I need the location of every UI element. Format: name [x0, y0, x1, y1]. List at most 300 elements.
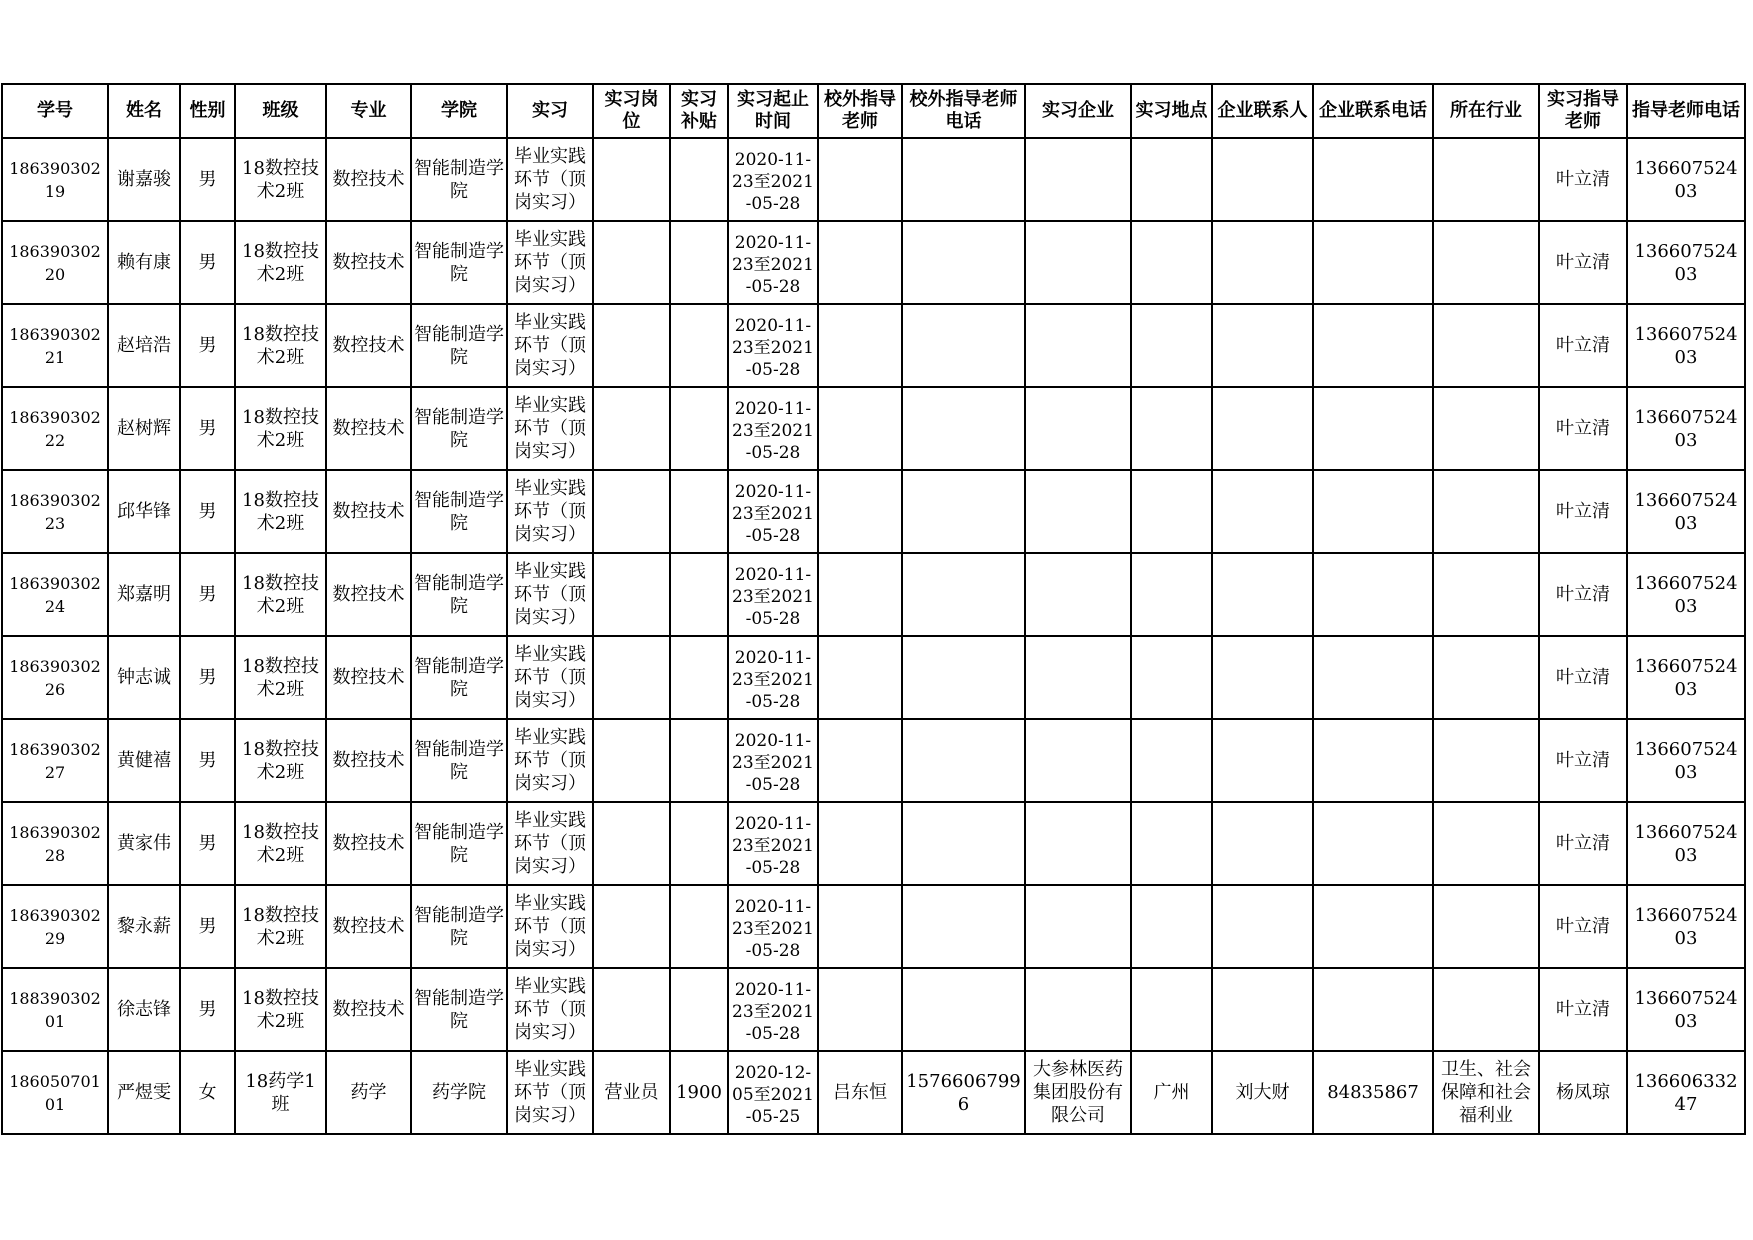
cell-text: 18639030222 [9, 407, 101, 450]
cell-text: 毕业实践环节（顶岗实习） [514, 561, 586, 628]
cell-text: 13660752403 [1634, 738, 1738, 783]
table-row [2, 138, 1745, 221]
cell-text: 营业员 [604, 1082, 659, 1103]
cell-text: 叶立清 [1556, 501, 1610, 522]
cell-company [1025, 221, 1131, 304]
cell-advisor-phone [1627, 470, 1745, 553]
cell-text: 13660752403 [1634, 904, 1738, 949]
cell-position [593, 470, 670, 553]
cell-text: 数控技术 [332, 999, 405, 1020]
cell-text: 2020-11-23至2021-05-28 [732, 398, 814, 463]
cell-text: 药学院 [432, 1082, 486, 1103]
cell-location [1131, 1051, 1212, 1134]
cell-location [1131, 387, 1212, 470]
cell-advisor-phone [1627, 968, 1745, 1051]
cell-class [235, 885, 326, 968]
cell-text: 18数控技术2班 [242, 406, 319, 451]
cell-college [411, 968, 507, 1051]
cell-text: 毕业实践环节（顶岗实习） [514, 1059, 586, 1126]
cell-text: 2020-11-23至2021-05-28 [732, 813, 814, 878]
cell-industry [1433, 719, 1539, 802]
cell-class [235, 138, 326, 221]
header-internship: 实习 [507, 84, 593, 138]
cell-ext-advisor-phone [902, 138, 1025, 221]
cell-college [411, 387, 507, 470]
cell-period [728, 719, 818, 802]
cell-industry [1433, 636, 1539, 719]
cell-text: 18639030223 [9, 490, 101, 533]
cell-text: 智能制造学院 [414, 489, 504, 534]
cell-position [593, 802, 670, 885]
cell-ext-advisor-phone [902, 470, 1025, 553]
cell-advisor [1539, 387, 1627, 470]
header-period: 实习起止时间 [728, 84, 818, 138]
cell-position [593, 968, 670, 1051]
cell-major [326, 968, 411, 1051]
cell-allowance [670, 138, 728, 221]
cell-text: 智能制造学院 [414, 904, 504, 949]
cell-period [728, 387, 818, 470]
cell-class [235, 304, 326, 387]
cell-text: 13660752403 [1634, 821, 1738, 866]
cell-text: 毕业实践环节（顶岗实习） [514, 395, 586, 462]
cell-text: 2020-11-23至2021-05-28 [732, 149, 814, 214]
cell-gender [180, 968, 235, 1051]
cell-gender [180, 553, 235, 636]
cell-advisor [1539, 1051, 1627, 1134]
cell-ext-advisor [818, 968, 902, 1051]
cell-text: 毕业实践环节（顶岗实习） [514, 146, 586, 213]
cell-allowance [670, 719, 728, 802]
cell-major [326, 719, 411, 802]
cell-advisor-phone [1627, 1051, 1745, 1134]
cell-name [108, 387, 180, 470]
cell-text: 1900 [676, 1082, 722, 1103]
table-row [2, 387, 1745, 470]
cell-location [1131, 885, 1212, 968]
cell-advisor-phone [1627, 553, 1745, 636]
cell-position [593, 636, 670, 719]
cell-company [1025, 304, 1131, 387]
cell-text: 叶立清 [1556, 335, 1610, 356]
cell-text: 15766067996 [906, 1070, 1021, 1115]
cell-text: 18639030224 [9, 573, 101, 616]
cell-text: 徐志锋 [117, 999, 171, 1020]
cell-name [108, 304, 180, 387]
cell-student-id [2, 719, 108, 802]
header-student-id: 学号 [2, 84, 108, 138]
cell-name [108, 221, 180, 304]
cell-ext-advisor-phone [902, 1051, 1025, 1134]
cell-position [593, 1051, 670, 1134]
cell-text: 叶立清 [1556, 584, 1610, 605]
cell-text: 18数控技术2班 [242, 655, 319, 700]
cell-allowance [670, 221, 728, 304]
cell-text: 13660752403 [1634, 572, 1738, 617]
cell-text: 大参林医药集团股份有限公司 [1033, 1059, 1123, 1126]
cell-text: 18639030228 [9, 822, 101, 865]
cell-text: 男 [198, 667, 217, 688]
cell-text: 黄健禧 [117, 750, 171, 771]
cell-location [1131, 968, 1212, 1051]
cell-class [235, 968, 326, 1051]
cell-internship [507, 1051, 593, 1134]
cell-text: 男 [198, 169, 217, 190]
cell-text: 2020-11-23至2021-05-28 [732, 979, 814, 1044]
cell-class [235, 636, 326, 719]
cell-company [1025, 636, 1131, 719]
cell-text: 84835867 [1327, 1082, 1419, 1103]
cell-text: 数控技术 [332, 833, 405, 854]
cell-company-phone [1313, 885, 1433, 968]
cell-company-phone [1313, 968, 1433, 1051]
header-position: 实习岗位 [593, 84, 670, 138]
cell-advisor [1539, 636, 1627, 719]
cell-location [1131, 719, 1212, 802]
cell-internship [507, 636, 593, 719]
cell-advisor-phone [1627, 304, 1745, 387]
cell-text: 数控技术 [332, 169, 405, 190]
cell-location [1131, 304, 1212, 387]
cell-college [411, 885, 507, 968]
cell-text: 毕业实践环节（顶岗实习） [514, 312, 586, 379]
cell-text: 男 [198, 501, 217, 522]
cell-text: 智能制造学院 [414, 821, 504, 866]
cell-student-id [2, 636, 108, 719]
cell-company-contact [1212, 138, 1313, 221]
cell-text: 18数控技术2班 [242, 489, 319, 534]
cell-gender [180, 802, 235, 885]
cell-text: 赵培浩 [117, 335, 171, 356]
cell-text: 2020-11-23至2021-05-28 [732, 481, 814, 546]
header-ext-advisor: 校外指导老师 [818, 84, 902, 138]
cell-ext-advisor-phone [902, 387, 1025, 470]
header-advisor: 实习指导老师 [1539, 84, 1627, 138]
cell-text: 智能制造学院 [414, 655, 504, 700]
cell-company-contact [1212, 636, 1313, 719]
cell-company-phone [1313, 1051, 1433, 1134]
cell-industry [1433, 1051, 1539, 1134]
cell-internship [507, 719, 593, 802]
cell-position [593, 138, 670, 221]
header-location: 实习地点 [1131, 84, 1212, 138]
cell-text: 男 [198, 833, 217, 854]
cell-allowance [670, 636, 728, 719]
cell-gender [180, 1051, 235, 1134]
cell-student-id [2, 221, 108, 304]
cell-text: 女 [198, 1082, 217, 1103]
cell-student-id [2, 968, 108, 1051]
cell-text: 谢嘉骏 [117, 169, 171, 190]
cell-advisor-phone [1627, 636, 1745, 719]
cell-class [235, 470, 326, 553]
cell-internship [507, 553, 593, 636]
cell-college [411, 636, 507, 719]
cell-ext-advisor [818, 553, 902, 636]
cell-text: 男 [198, 584, 217, 605]
cell-company-contact [1212, 885, 1313, 968]
cell-text: 18839030201 [9, 988, 101, 1031]
cell-period [728, 636, 818, 719]
header-major: 专业 [326, 84, 411, 138]
table-body [2, 138, 1745, 1134]
cell-text: 13660752403 [1634, 655, 1738, 700]
cell-text: 2020-11-23至2021-05-28 [732, 315, 814, 380]
cell-text: 毕业实践环节（顶岗实习） [514, 478, 586, 545]
cell-text: 13660752403 [1634, 987, 1738, 1032]
cell-location [1131, 636, 1212, 719]
cell-major [326, 1051, 411, 1134]
cell-advisor [1539, 719, 1627, 802]
cell-text: 叶立清 [1556, 833, 1610, 854]
cell-company-contact [1212, 387, 1313, 470]
cell-major [326, 387, 411, 470]
cell-college [411, 802, 507, 885]
cell-internship [507, 968, 593, 1051]
cell-text: 毕业实践环节（顶岗实习） [514, 644, 586, 711]
cell-advisor-phone [1627, 885, 1745, 968]
cell-text: 数控技术 [332, 501, 405, 522]
cell-text: 2020-11-23至2021-05-28 [732, 564, 814, 629]
cell-major [326, 802, 411, 885]
cell-internship [507, 138, 593, 221]
cell-text: 男 [198, 335, 217, 356]
cell-position [593, 553, 670, 636]
cell-internship [507, 304, 593, 387]
table-row [2, 221, 1745, 304]
cell-student-id [2, 553, 108, 636]
cell-period [728, 968, 818, 1051]
cell-class [235, 221, 326, 304]
cell-industry [1433, 387, 1539, 470]
cell-company-phone [1313, 304, 1433, 387]
cell-text: 黎永薪 [117, 916, 171, 937]
cell-text: 智能制造学院 [414, 738, 504, 783]
cell-position [593, 221, 670, 304]
header-company: 实习企业 [1025, 84, 1131, 138]
cell-allowance [670, 885, 728, 968]
cell-text: 吕东恒 [833, 1082, 887, 1103]
cell-name [108, 719, 180, 802]
cell-internship [507, 470, 593, 553]
cell-gender [180, 470, 235, 553]
cell-text: 叶立清 [1556, 999, 1610, 1020]
cell-company-contact [1212, 802, 1313, 885]
table-row [2, 304, 1745, 387]
cell-text: 18639030227 [9, 739, 101, 782]
cell-ext-advisor [818, 802, 902, 885]
header-allowance: 实习补贴 [670, 84, 728, 138]
cell-company [1025, 968, 1131, 1051]
cell-text: 数控技术 [332, 584, 405, 605]
cell-allowance [670, 968, 728, 1051]
cell-allowance [670, 470, 728, 553]
cell-advisor-phone [1627, 802, 1745, 885]
cell-company-phone [1313, 802, 1433, 885]
cell-text: 13660752403 [1634, 323, 1738, 368]
cell-advisor [1539, 304, 1627, 387]
cell-text: 毕业实践环节（顶岗实习） [514, 976, 586, 1043]
cell-major [326, 885, 411, 968]
cell-ext-advisor [818, 636, 902, 719]
cell-company-contact [1212, 968, 1313, 1051]
cell-text: 2020-12-05至2021-05-25 [732, 1062, 814, 1127]
cell-ext-advisor [818, 470, 902, 553]
cell-period [728, 553, 818, 636]
cell-class [235, 387, 326, 470]
cell-position [593, 885, 670, 968]
cell-advisor [1539, 470, 1627, 553]
cell-gender [180, 636, 235, 719]
cell-text: 叶立清 [1556, 252, 1610, 273]
cell-text: 18数控技术2班 [242, 323, 319, 368]
cell-allowance [670, 802, 728, 885]
cell-text: 郑嘉明 [117, 584, 171, 605]
cell-text: 13660752403 [1634, 157, 1738, 202]
cell-text: 2020-11-23至2021-05-28 [732, 647, 814, 712]
cell-text: 黄家伟 [117, 833, 171, 854]
cell-location [1131, 553, 1212, 636]
cell-text: 数控技术 [332, 667, 405, 688]
cell-ext-advisor [818, 304, 902, 387]
table-row [2, 1051, 1745, 1134]
cell-company [1025, 470, 1131, 553]
header-company-phone: 企业联系电话 [1313, 84, 1433, 138]
cell-major [326, 221, 411, 304]
cell-company-phone [1313, 221, 1433, 304]
cell-student-id [2, 802, 108, 885]
cell-text: 药学 [350, 1082, 387, 1103]
cell-industry [1433, 221, 1539, 304]
cell-internship [507, 387, 593, 470]
cell-industry [1433, 470, 1539, 553]
cell-text: 赵树辉 [117, 418, 171, 439]
cell-advisor [1539, 553, 1627, 636]
cell-student-id [2, 1051, 108, 1134]
cell-ext-advisor-phone [902, 304, 1025, 387]
table-row [2, 553, 1745, 636]
cell-name [108, 138, 180, 221]
internship-table [1, 83, 1746, 1135]
cell-industry [1433, 304, 1539, 387]
cell-student-id [2, 138, 108, 221]
cell-text: 叶立清 [1556, 667, 1610, 688]
cell-class [235, 802, 326, 885]
cell-advisor [1539, 968, 1627, 1051]
cell-college [411, 719, 507, 802]
cell-position [593, 304, 670, 387]
cell-class [235, 553, 326, 636]
cell-text: 数控技术 [332, 916, 405, 937]
cell-major [326, 304, 411, 387]
table-row [2, 470, 1745, 553]
cell-class [235, 719, 326, 802]
cell-college [411, 1051, 507, 1134]
cell-advisor [1539, 802, 1627, 885]
cell-text: 男 [198, 916, 217, 937]
cell-ext-advisor-phone [902, 221, 1025, 304]
header-class: 班级 [235, 84, 326, 138]
cell-company [1025, 138, 1131, 221]
header-name: 姓名 [108, 84, 180, 138]
cell-ext-advisor [818, 138, 902, 221]
cell-company-phone [1313, 553, 1433, 636]
cell-text: 18数控技术2班 [242, 240, 319, 285]
cell-text: 18639030220 [9, 241, 101, 284]
header-company-contact: 企业联系人 [1212, 84, 1313, 138]
cell-gender [180, 387, 235, 470]
cell-text: 邱华锋 [117, 501, 171, 522]
table-row [2, 968, 1745, 1051]
cell-name [108, 885, 180, 968]
cell-text: 刘大财 [1235, 1082, 1290, 1103]
cell-text: 男 [198, 750, 217, 771]
cell-text: 13660752403 [1634, 240, 1738, 285]
cell-ext-advisor [818, 221, 902, 304]
header-row [2, 84, 1745, 138]
cell-name [108, 636, 180, 719]
cell-major [326, 636, 411, 719]
cell-text: 18数控技术2班 [242, 738, 319, 783]
cell-advisor [1539, 221, 1627, 304]
cell-location [1131, 221, 1212, 304]
cell-company-phone [1313, 138, 1433, 221]
table-row [2, 885, 1745, 968]
table-row [2, 636, 1745, 719]
cell-industry [1433, 802, 1539, 885]
cell-student-id [2, 470, 108, 553]
cell-text: 13660752403 [1634, 489, 1738, 534]
cell-text: 2020-11-23至2021-05-28 [732, 896, 814, 961]
cell-company [1025, 1051, 1131, 1134]
cell-major [326, 553, 411, 636]
cell-company-phone [1313, 636, 1433, 719]
cell-allowance [670, 304, 728, 387]
cell-text: 13660752403 [1634, 406, 1738, 451]
cell-industry [1433, 885, 1539, 968]
cell-text: 18药学1班 [245, 1070, 316, 1115]
cell-allowance [670, 387, 728, 470]
cell-text: 杨凤琼 [1556, 1082, 1610, 1103]
cell-name [108, 470, 180, 553]
cell-company [1025, 719, 1131, 802]
cell-position [593, 387, 670, 470]
cell-period [728, 221, 818, 304]
cell-period [728, 885, 818, 968]
cell-company-contact [1212, 304, 1313, 387]
cell-text: 卫生、社会保障和社会福利业 [1441, 1059, 1531, 1126]
cell-text: 18数控技术2班 [242, 821, 319, 866]
cell-text: 18数控技术2班 [242, 987, 319, 1032]
cell-text: 18639030221 [9, 324, 101, 367]
cell-text: 18605070101 [9, 1071, 101, 1114]
cell-text: 毕业实践环节（顶岗实习） [514, 893, 586, 960]
cell-student-id [2, 304, 108, 387]
cell-text: 钟志诚 [117, 667, 171, 688]
cell-company [1025, 553, 1131, 636]
table-row [2, 802, 1745, 885]
cell-company [1025, 387, 1131, 470]
cell-advisor [1539, 138, 1627, 221]
cell-period [728, 802, 818, 885]
cell-text: 男 [198, 252, 217, 273]
cell-advisor [1539, 885, 1627, 968]
cell-name [108, 553, 180, 636]
cell-gender [180, 885, 235, 968]
cell-ext-advisor-phone [902, 719, 1025, 802]
cell-industry [1433, 968, 1539, 1051]
cell-text: 叶立清 [1556, 169, 1610, 190]
